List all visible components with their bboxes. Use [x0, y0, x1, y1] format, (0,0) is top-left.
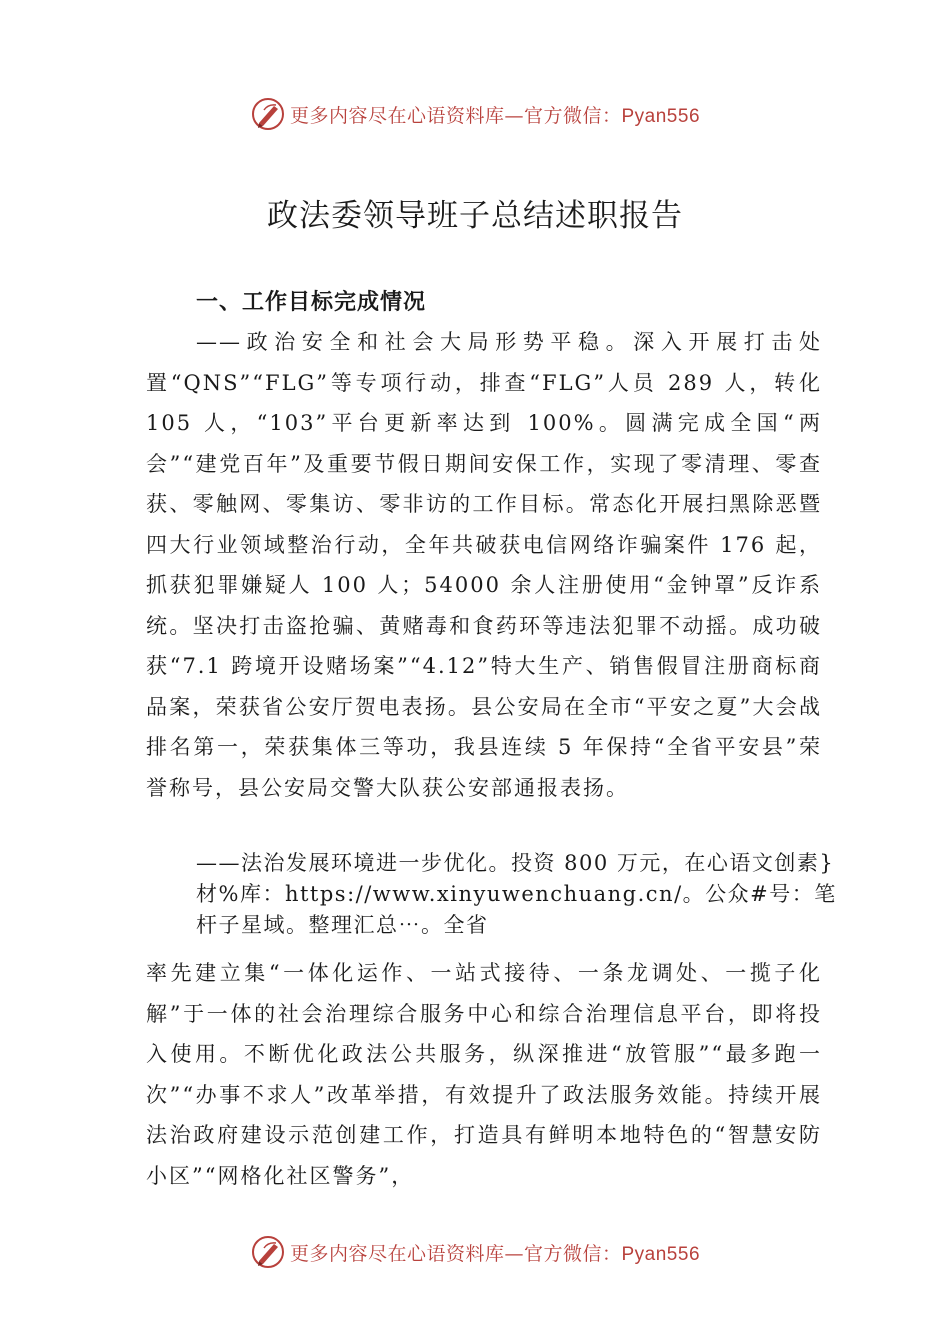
- header-banner: [0, 94, 950, 134]
- paragraph-rule-of-law-continued: 率先建立集“一体化运作、一站式接待、一条龙调处、一揽子化解”于一体的社会治理综合服务中心和综合治理信息平台，即将投入使用。不断优化政法公共服务，纵深推进“放管服”“最多跑一次”“办事不求人”改革举措，有效提升了政法服务效能。持续开展法治政府建设示范创建工作，打造具有鲜明本地特色的“智慧安防小区”“网格化社区警务”，: [146, 961, 822, 1188]
- section-heading: 一、工作目标完成情况: [196, 290, 427, 315]
- paragraph-rule-of-law-start: ——法治发展环境进一步优化。投资 800 万元，在心语文创素}材%库：https://www.xinyuwenchuang.cn/。公众#号：笔杆子星域。整理汇总⋯。全省: [196, 851, 837, 937]
- pen-logo-icon: [250, 1234, 286, 1270]
- footer-banner: [0, 1232, 950, 1272]
- wechat-id: Pyan556: [621, 1243, 701, 1265]
- wechat-id: Pyan556: [621, 105, 701, 127]
- header-banner-text: 更多内容尽在心语资料库—官方微信：Pyan556: [289, 104, 701, 127]
- page-title: 政法委领导班子总结述职报告: [267, 198, 683, 234]
- pen-logo-icon: [250, 96, 286, 132]
- paragraph-political-security: ——政治安全和社会大局形势平稳。深入开展打击处置“QNS”“FLG”等专项行动，排查“FLG”人员 289 人，转化 105 人，“103”平台更新率达到 100%。圆满完成全国“两会”“建党百年”及重要节假日期间安保工作，实现了零清理、零查获、零触网、零集访、零非访的工作目标。常态化开展扫黑除恶暨四大行业领域整治行动，全年共破获电信网络诈骗案件 176 起，抓获犯罪嫌疑人 100 人；54000 余人注册使用“金钟罩”反诈系统。坚决打击盗抢骗、黄赌毒和食药环等违法犯罪不动摇。成功破获“7.1 跨境开设赌场案”“4.12”特大生产、销售假冒注册商标商品案，荣获省公安厅贺电表扬。县公安局在全市“平安之夏”大会战排名第一，荣获集体三等功，我县连续 5 年保持“全省平安县”荣誉称号，县公安局交警大队获公安部通报表扬。: [146, 330, 822, 800]
- footer-banner-text: 更多内容尽在心语资料库—官方微信：Pyan556: [289, 1242, 701, 1265]
